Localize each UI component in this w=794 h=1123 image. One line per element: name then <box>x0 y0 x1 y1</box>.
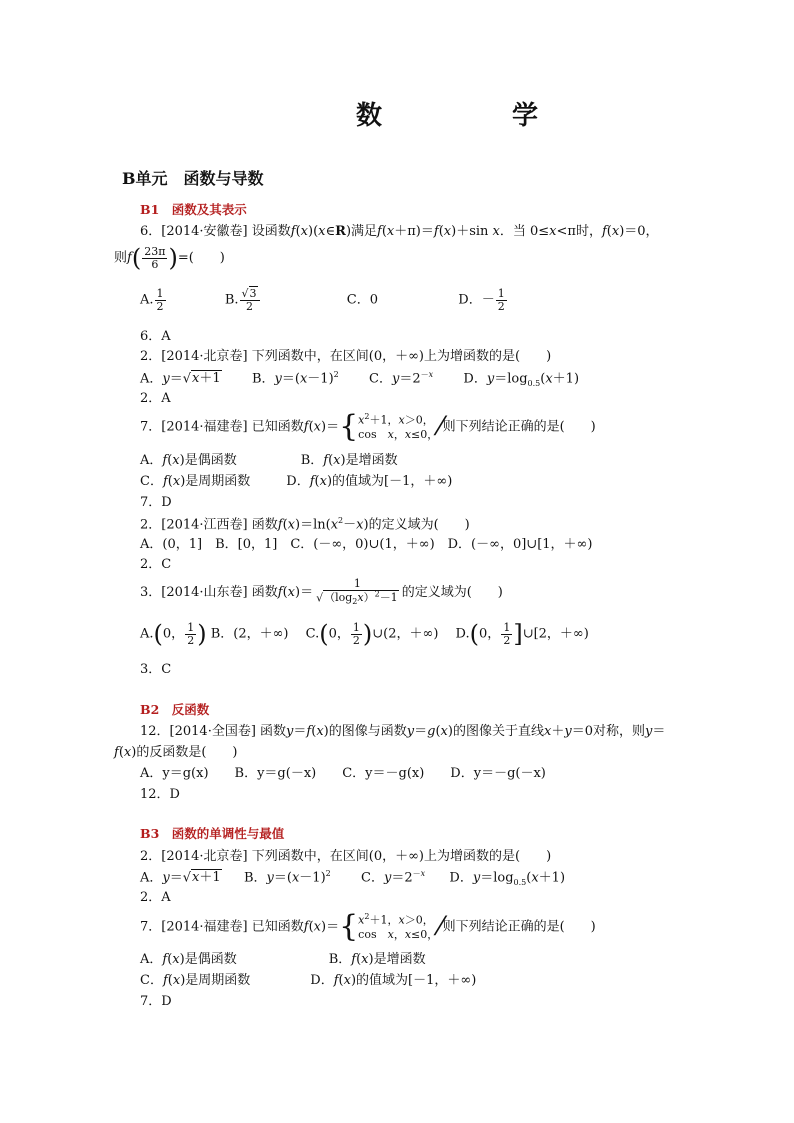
question-2-stem: 2．[2014·北京卷] 下列函数中，在区间(0，＋∞)上为增函数的是( ) <box>140 349 552 364</box>
question-2-repeat-stem: 2．[2014·北京卷] 下列函数中，在区间(0，＋∞)上为增函数的是( ) <box>140 849 552 864</box>
question-2b-answer: 2．C <box>140 557 172 572</box>
question-12-line2: f(x)的反函数是( ) <box>114 745 238 760</box>
section-code: B1 <box>140 202 160 217</box>
question-12-options: A．y＝g(x) B．y＝g(－x) C．y＝－g(x) D．y＝－g(－x) <box>140 766 546 781</box>
section-name: 反函数 <box>171 702 210 717</box>
question-7-repeat-stem: 7．[2014·福建卷] 已知函数f(x)＝{ $x^2+1$，x＞0， cos x，x≤0， ⁄则下列结论正确的是( ) <box>140 909 596 944</box>
question-12-stem: 12．[2014·全国卷] 函数y＝f(x)的图像与函数y＝g(x)的图像关于直线x＋y＝0对称，则y＝ <box>140 724 666 739</box>
question-7-repeat-options-row2: C．f(x)是周期函数 D．f(x)的值域为[－1，＋∞) <box>140 973 477 988</box>
section-heading-b1 <box>140 204 247 217</box>
section-code: B3 <box>140 826 160 841</box>
question-2b-options: A．(0，1] B．[0，1] C．(－∞，0)∪(1，＋∞) D．(－∞，0]∪[1，＋∞) <box>140 537 593 552</box>
section-heading-b2 <box>140 704 209 717</box>
question-3-stem: 3．[2014·山东卷] 函数f(x)＝ $\frac{1}{√(\log_2x)^2-1}$ 的定义域为( ) <box>140 577 503 607</box>
question-7-answer: 7．D <box>140 495 172 510</box>
section-name: 函数的单调性与最值 <box>171 826 285 841</box>
question-2-repeat-answer: 2．A <box>140 890 171 905</box>
question-2b-stem: 2．[2014·江西卷] 函数$f(x)=\ln(x^2-x)$的定义域为( ) <box>140 516 470 533</box>
question-6-answer: 6．A <box>140 329 171 344</box>
question-7-repeat-answer: 7．D <box>140 994 172 1009</box>
question-2-options: A．y＝√x＋1 B．$y=(x-1)^2$ C．$y=2^{-x}$ D．$y=\log_{0.5}(x+1)$ <box>140 370 580 388</box>
question-6-options: A. $\frac{1}{2}$ B. $\frac{√3}{2}$ C．0 D．－ $\frac{1}{2}$ <box>140 287 505 313</box>
question-3-options: A.(0， $\frac{1}{2}$ ) B．(2，＋∞) C.(0， $\frac{1}{2}$ )∪(2，＋∞) D.(0， $\frac{1}{2}$ ]∪[2，＋∞) <box>140 620 589 649</box>
page-title: 数 学 <box>356 101 591 131</box>
section-heading-b3 <box>140 828 284 841</box>
question-3-answer: 3．C <box>140 662 172 677</box>
question-7-options-row1: A．f(x)是偶函数 B．f(x)是增函数 <box>140 453 398 468</box>
question-2-repeat-options: A．y＝√x＋1 B．$y=(x-1)^2$ C．$y=2^{-x}$ D．$y=\log_{0.5}(x+1)$ <box>140 869 566 887</box>
unit-heading: B单元 函数与导数 <box>122 169 264 188</box>
question-6-stem: 6．[2014·安徽卷] 设函数f(x)(x∈R)满足f(x＋π)＝f(x)＋sin x．当 0≤x<π时，f(x)＝0， <box>140 224 659 239</box>
question-2-answer: 2．A <box>140 391 171 406</box>
question-7-options-row2: C．f(x)是周期函数 D．f(x)的值域为[－1，＋∞) <box>140 474 453 489</box>
question-7-repeat-options-row1: A．f(x)是偶函数 B．f(x)是增函数 <box>140 952 426 967</box>
section-name: 函数及其表示 <box>171 202 247 217</box>
question-12-answer: 12．D <box>140 787 180 802</box>
question-7-stem: 7．[2014·福建卷] 已知函数f(x)＝{ $x^2+1$，x＞0， cos x，x≤0， ⁄则下列结论正确的是( ) <box>140 409 596 444</box>
question-6-line2: 则f( $\frac{23\pi}{6}$ )=( ) <box>114 244 225 273</box>
section-code: B2 <box>140 702 160 717</box>
